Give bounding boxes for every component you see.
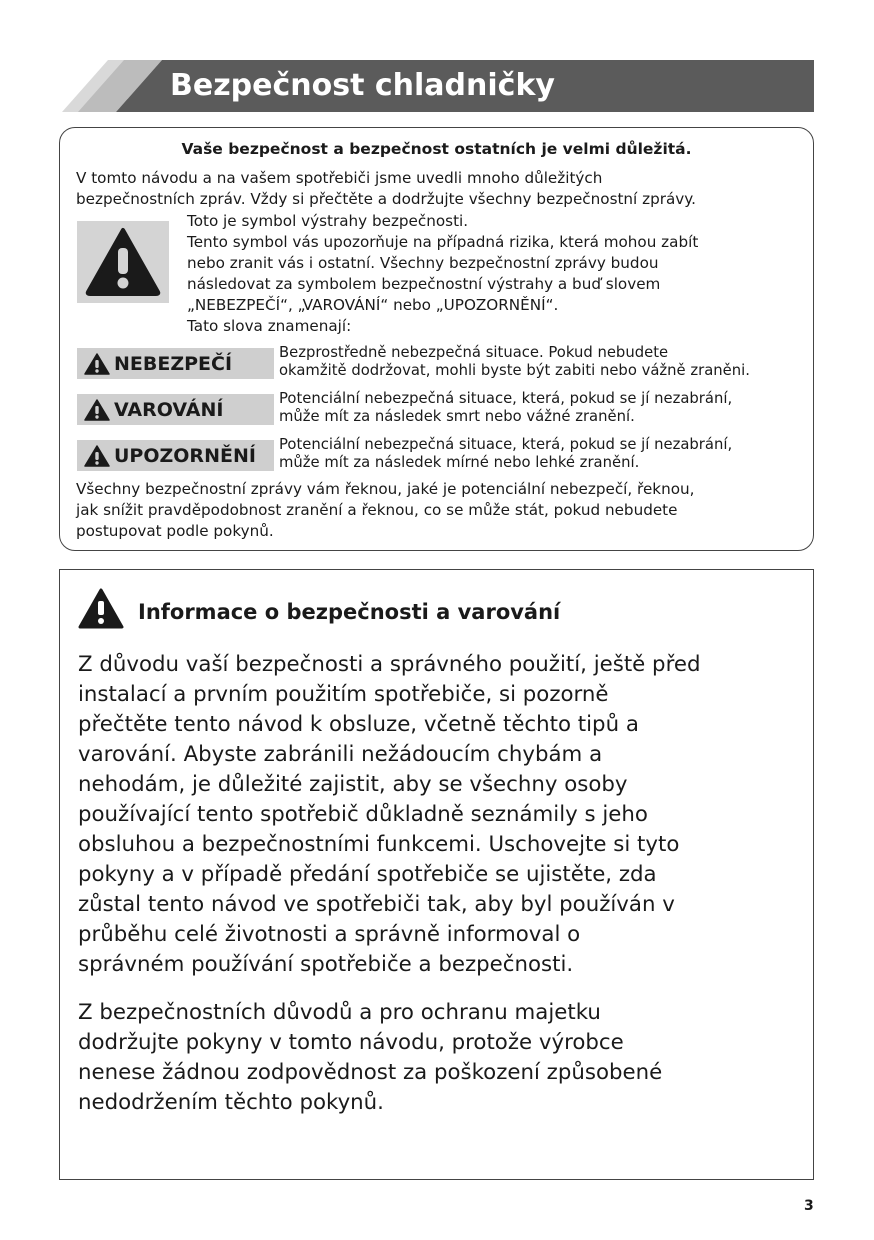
paragraph-line: instalací a prvním použitím spotřebiče, si pozorně: [78, 682, 609, 707]
paragraph-line: nenese žádnou zodpovědnost za poškození způsobené: [78, 1060, 663, 1085]
intro-line: V tomto návodu a na vašem spotřebiči jsme uvedli mnoho důležitých: [76, 169, 603, 187]
safety-alert-symbol: [77, 221, 169, 303]
safety-message-box: [59, 127, 814, 551]
warning-triangle-icon: [84, 353, 110, 375]
signal-word-label: VAROVÁNÍ: [114, 399, 224, 421]
info-box-title: Informace o bezpečnosti a varování: [138, 600, 561, 624]
paragraph-line: správném používání spotřebiče a bezpečnosti.: [78, 952, 574, 977]
paragraph-line: pokyny a v případě předání spotřebiče se ujistěte, zda: [78, 862, 657, 887]
warning-triangle-icon: [84, 445, 110, 467]
symbol-text-line: následovat za symbolem bezpečnostní výstrahy a buď slovem: [187, 275, 661, 293]
symbol-text-line: Toto je symbol výstrahy bezpečnosti.: [187, 212, 469, 230]
paragraph-line: Z bezpečnostních důvodů a pro ochranu majetku: [78, 1000, 601, 1025]
paragraph-line: používající tento spotřebič důkladně seznámily s jeho: [78, 802, 648, 827]
signal-word-label: UPOZORNĚNÍ: [114, 445, 256, 467]
signal-desc-line: Bezprostředně nebezpečná situace. Pokud nebudete: [279, 344, 669, 361]
page-number: 3: [804, 1198, 814, 1214]
warning-triangle-icon: [84, 399, 110, 421]
signal-word-warning: [77, 394, 274, 425]
page-title: Bezpečnost chladničky: [170, 68, 555, 103]
signal-word-label: NEBEZPEČÍ: [114, 353, 233, 375]
paragraph-line: nedodržením těchto pokynů.: [78, 1090, 384, 1115]
signal-word-caution: [77, 440, 274, 471]
signal-desc-line: Potenciální nebezpečná situace, která, pokud se jí nezabrání,: [279, 390, 733, 407]
paragraph-line: varování. Abyste zabránili nežádoucím chybám a: [78, 742, 603, 767]
closing-line: Všechny bezpečnostní zprávy vám řeknou, jaké je potenciální nebezpečí, řeknou,: [76, 480, 695, 498]
warning-triangle-icon: [78, 588, 124, 630]
signal-word-danger: [77, 348, 274, 379]
paragraph-line: nehodám, je důležité zajistit, aby se všechny osoby: [78, 772, 628, 797]
symbol-text-line: nebo zranit vás i ostatní. Všechny bezpečnostní zprávy budou: [187, 254, 659, 272]
signal-desc-line: může mít za následek mírné nebo lehké zranění.: [279, 454, 640, 471]
closing-line: postupovat podle pokynů.: [76, 522, 274, 540]
paragraph-line: průběhu celé životnosti a správně informoval o: [78, 922, 581, 947]
symbol-text-line: „NEBEZPEČÍ“, „VAROVÁNÍ“ nebo „UPOZORNĚNÍ“.: [187, 296, 559, 314]
paragraph-line: zůstal tento návod ve spotřebiči tak, aby byl používán v: [78, 892, 675, 917]
paragraph-line: přečtěte tento návod k obsluze, včetně těchto tipů a: [78, 712, 639, 737]
closing-line: jak snížit pravděpodobnost zranění a řeknou, co se může stát, pokud nebudete: [76, 501, 678, 519]
symbol-text-line: Tento symbol vás upozorňuje na případná rizika, která mohou zabít: [187, 233, 699, 251]
paragraph-line: obsluhou a bezpečnostními funkcemi. Uschovejte si tyto: [78, 832, 680, 857]
paragraph-line: dodržujte pokyny v tomto návodu, protože výrobce: [78, 1030, 624, 1055]
intro-line: bezpečnostních zpráv. Vždy si přečtěte a dodržujte všechny bezpečnostní zprávy.: [76, 190, 696, 208]
safety-info-box: [59, 569, 814, 1180]
signal-desc-line: Potenciální nebezpečná situace, která, pokud se jí nezabrání,: [279, 436, 733, 453]
warning-triangle-icon: [84, 226, 162, 298]
signal-desc-line: okamžitě dodržovat, mohli byste být zabiti nebo vážně zraněni.: [279, 362, 750, 379]
section-header: [62, 60, 814, 112]
paragraph-line: Z důvodu vaší bezpečnosti a správného použití, ještě před: [78, 652, 701, 677]
safety-heading: Vaše bezpečnost a bezpečnost ostatních je velmi důležitá.: [181, 140, 692, 158]
symbol-text-line: Tato slova znamenají:: [187, 317, 352, 335]
signal-desc-line: může mít za následek smrt nebo vážné zranění.: [279, 408, 635, 425]
